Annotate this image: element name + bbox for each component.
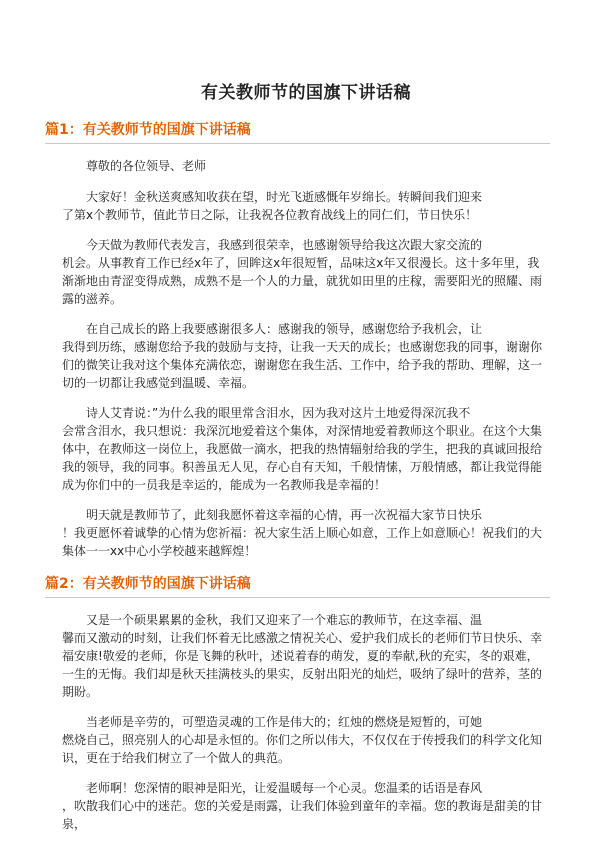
paragraph-1-3: 今天做为教师代表发言，我感到很荣幸，也感谢领导给我这次跟大家交流的 机会。从事教育工作已经x年了，回眸这x年很短暂，品味这x年又很漫长。这十多年里，我渐渐地由青涩变得成熟，成熟不是一个人的力量，就犹如田里的庄稼，需要阳光的照耀、雨露的滋养。	[62, 238, 543, 306]
document-title: 有关教师节的国旗下讲话稿	[201, 83, 411, 103]
paragraph-1-6: 明天就是教师节了，此刻我愿怀着这幸福的心情，再一次祝福大家节日快乐 ！我更愿怀着诚挚的心情为您祈福：祝大家生活上顺心如意，工作上如意顺心！祝我们的大集体一一xx中心小学校越来越辉煌！	[62, 508, 543, 558]
paragraph-1-4: 在自己成长的路上我要感谢很多人：感谢我的领导，感谢您给予我机会，让 我得到历练，感谢您给予我的鼓励与支持，让我一天天的成长；也感谢您我的同事，谢谢你们的微笑让我对这个集体充满依恋，谢谢您在我生活、工作中，给予我的帮助、理解，这一切的一切都让我感觉到温暖、幸福。	[62, 322, 543, 390]
section-heading-2: 篇2：有关教师节的国旗下讲话稿	[45, 573, 550, 598]
paragraph-2-3: 老师啊！您深情的眼神是阳光，让爱温暖每一个心灵。您温柔的话语是春风 ，吹散我们心中的迷茫。您的关爱是雨露，让我们体验到童年的幸福。您的教诲是甜美的甘泉，	[62, 781, 543, 831]
paragraph-1-2: 大家好！金秋送爽感知收获在望，时光飞逝感慨年岁绵长。转瞬间我们迎来 了第x个教师节，值此节日之际，让我祝各位教育战线上的同仁们，节日快乐！	[62, 190, 483, 222]
section-heading-1: 篇1：有关教师节的国旗下讲话稿	[45, 119, 550, 144]
paragraph-1-5: 诗人艾青说：”为什么我的眼里常含泪水，因为我对这片土地爱得深沉我不 会常含泪水，我只想说：我深沉地爱着这个集体，对深情地爱着教师这个职业。在这个大集体中，在教师这一岗位上，我愿做一滴水，把我的热情辐射给我的学生，把我的真诚回报给我的领导，我的同事。积善虽无人见，存心自有天知，千般情愫，万般情感，都让我觉得能成为你们中的一员我是幸运的，能成为一名教师我是幸福的！	[62, 406, 543, 492]
paragraph-2-2: 当老师是辛劳的，可塑造灵魂的工作是伟大的；红烛的燃烧是短暂的，可她 燃烧自己，照亮别人的心却是永恒的。你们之所以伟大，不仅仅在于传授我们的科学文化知识，更在于给我们树立了一个做人的典范。	[62, 715, 543, 765]
paragraph-1-1: 尊敬的各位领导、老师	[62, 159, 207, 173]
paragraph-2-1: 又是一个硕果累累的金秋，我们又迎来了一个难忘的教师节，在这幸福、温 馨而又激动的时刻，让我们怀着无比感激之情祝关心、爱护我们成长的老师们节日快乐、幸福安康!敬爱的老师，你是飞舞的秋叶，述说着春的萌发，夏的奉献,秋的充实，冬的艰难，一生的无悔。我们却是秋天挂满枝头的果实，反射出阳光的灿烂，吸纳了绿叶的营养，茎的期盼。	[62, 613, 543, 699]
